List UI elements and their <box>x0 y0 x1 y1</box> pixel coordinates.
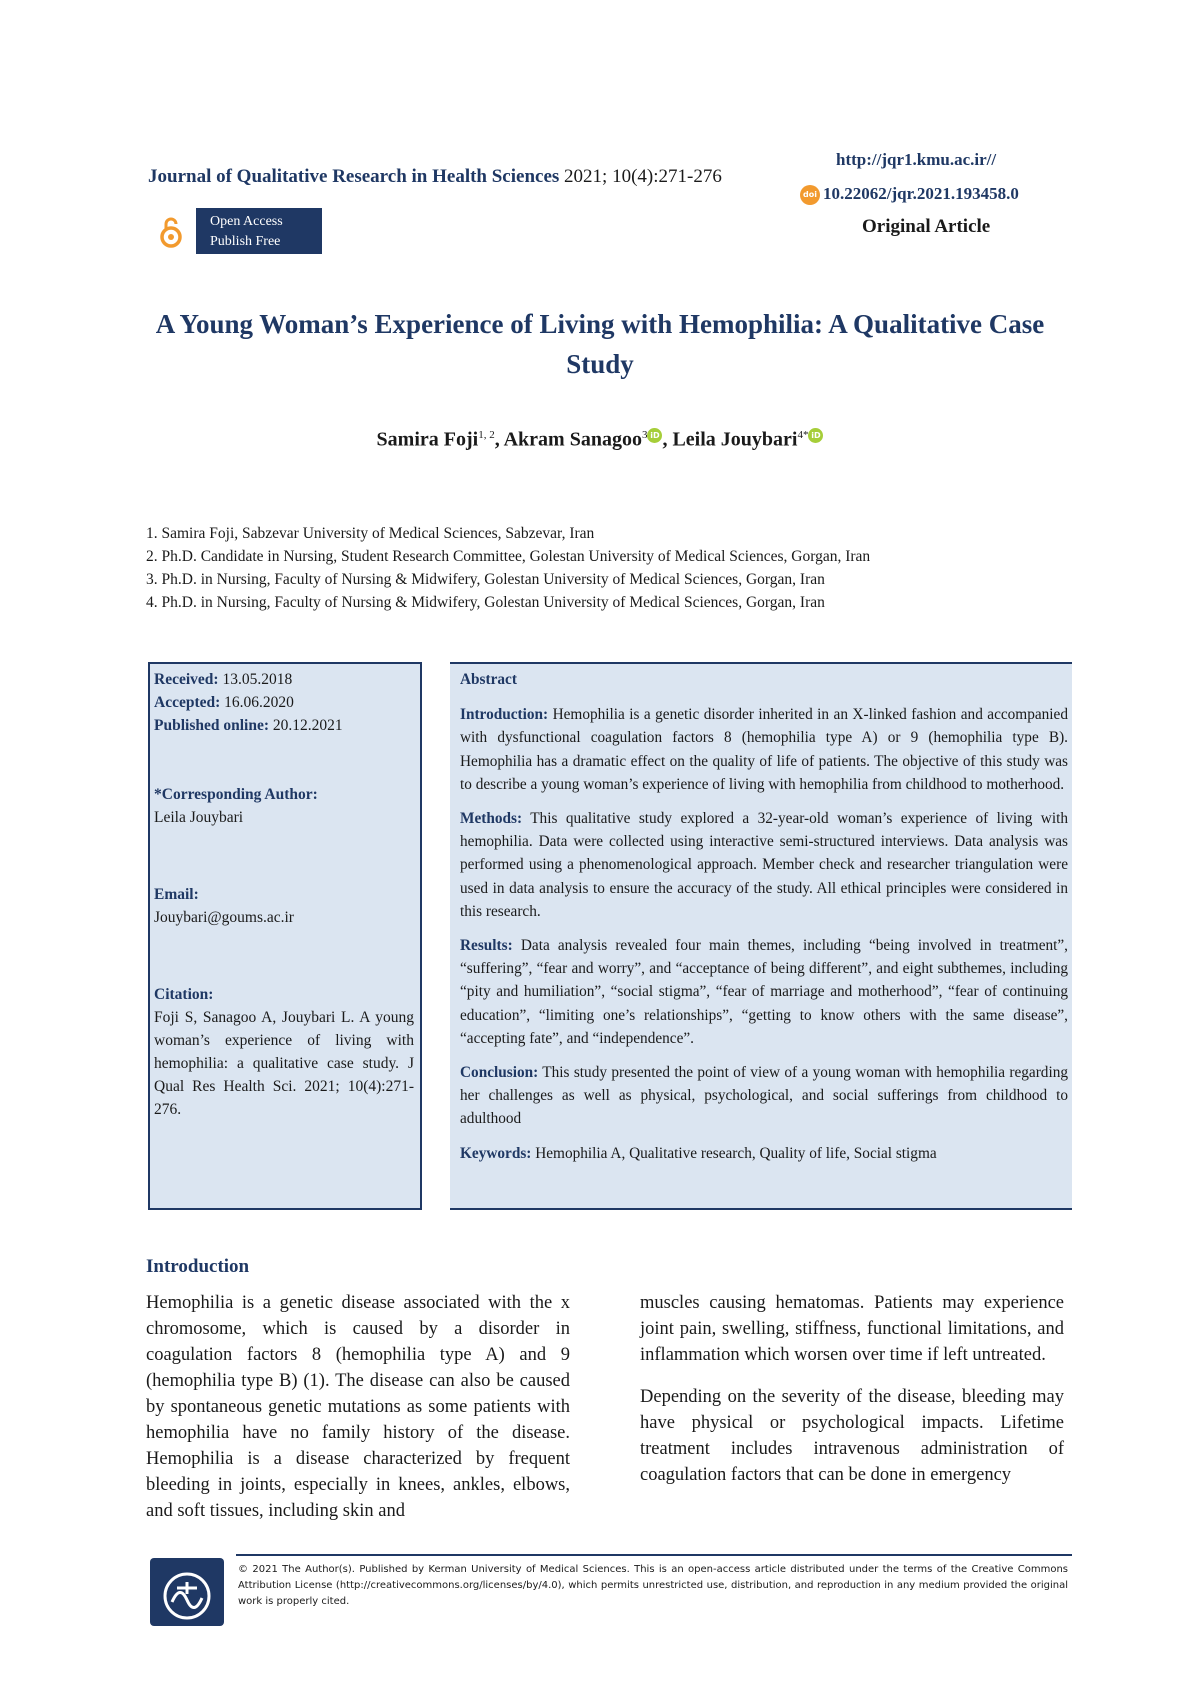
doi-icon: doi <box>800 185 820 205</box>
abstract-box <box>450 662 1072 1210</box>
published-date: Published online: 20.12.2021 <box>154 717 343 734</box>
body-column-left <box>146 1290 570 1540</box>
body-column-right <box>640 1290 1064 1504</box>
body-paragraph: muscles causing hematomas. Patients may experience joint pain, swelling, stiffness, functional limitations, and inflammation which worsen over time if left untreated. <box>640 1293 1064 1365</box>
body-paragraph: Depending on the severity of the disease, bleeding may have physical or psychological impacts. Lifetime treatment includes intravenous administration of coagulation factors that can be done in emergency <box>640 1387 1064 1485</box>
journal-name: Journal of Qualitative Research in Health Sciences <box>148 166 560 187</box>
received-date: Received: 13.05.2018 <box>154 671 293 688</box>
abstract-heading: Abstract <box>460 671 517 688</box>
author-name: Akram Sanagoo <box>503 428 642 451</box>
corresponding-author-label: *Corresponding Author: <box>154 786 318 803</box>
email-label: Email: <box>154 886 199 903</box>
footer-divider <box>236 1554 1072 1556</box>
citation-label: Citation: <box>154 986 214 1003</box>
journal-volume-pages: 2021; 10(4):271-276 <box>559 166 722 187</box>
orcid-icon[interactable]: iD <box>808 428 823 443</box>
accepted-date: Accepted: 16.06.2020 <box>154 694 294 711</box>
journal-logo-icon <box>150 1558 224 1626</box>
affiliation-item: 2. Ph.D. Candidate in Nursing, Student Research Committee, Golestan University of Medical Sciences, Gorgan, Iran <box>146 548 871 565</box>
open-access-label: Open Access <box>210 214 283 229</box>
abstract-keywords: Keywords: Hemophilia A, Qualitative research, Quality of life, Social stigma <box>460 1144 937 1162</box>
author-affiliation-mark: 1, 2 <box>478 429 495 441</box>
corresponding-email[interactable]: Jouybari@goums.ac.ir <box>154 909 294 926</box>
journal-citation-line <box>148 166 722 188</box>
abstract-results: Results: Data analysis revealed four main themes, including “being involved in treatment”, “suffering”, “fear and worry”, and “acceptance of being different”, and eight subthemes, including “pity and humiliation”, “social stigma”, “fear of marriage and motherhood”, “fear of continuing education”, “limiting one’s relationships”, “getting to know others with the same disease”, “accepting fate”, and “independence”. <box>460 937 1068 1047</box>
open-access-badge <box>196 208 322 254</box>
body-paragraph: Hemophilia is a genetic disease associated with the x chromosome, which is caused by a disorder in coagulation factors 8 (hemophilia type A) and 9 (hemophilia type B) (1). The disease can also be caused by spontaneous genetic mutations as some patients with hemophilia have no family history of the disease. Hemophilia is a disease characterized by frequent bleeding in joints, especially in knees, ankles, elbows, and soft tissues, including skin and <box>146 1293 570 1521</box>
abstract-methods: Methods: This qualitative study explored a 32-year-old woman’s experience of living with hemophilia. Data were collected using interactive semi-structured interviews. Data analysis was performed using a phenomenological approach. Member check and researcher triangulation were used in data analysis to ensure the accuracy of the study. All ethical principles were considered in this research. <box>460 810 1068 920</box>
affiliation-list <box>146 522 1086 614</box>
doi-text: 10.22062/jqr.2021.193458.0 <box>823 184 1019 203</box>
article-type: Original Article <box>862 216 991 237</box>
author-name: Samira Foji <box>376 428 479 451</box>
article-title: A Young Woman’s Experience of Living with Hemophilia: A Qualitative Case Study <box>155 309 1045 379</box>
citation-text: Foji S, Sanagoo A, Jouybari L. A young woman’s experience of living with hemophilia: a qualitative case study. J Qual Res Health Sci. 2021; 10(4):271-276. <box>154 1009 414 1118</box>
abstract-conclusion: Conclusion: This study presented the point of view of a young woman with hemophilia regarding her challenges as well as physical, psychological, and social sufferings from childhood to adulthood <box>460 1064 1068 1128</box>
author-list: Samira Foji$^{1, 2}$, Akram Sanagoo$^3$ iD , Leila Jouybari$^{4*}$ iD <box>120 428 1080 452</box>
journal-website-link[interactable]: http://jqr1.kmu.ac.ir// <box>836 150 997 169</box>
open-access-lock-icon <box>160 216 182 248</box>
abstract-introduction: Introduction: Hemophilia is a genetic disorder inherited in an X-linked fashion and accompanied with dysfunctional coagulation factors 8 (hemophilia type A) or 9 (hemophilia type B). Hemophilia has a dramatic effect on the quality of life of patients. The objective of this study was to describe a young woman’s experience of living with hemophilia from childhood to motherhood. <box>460 706 1068 793</box>
introduction-heading: Introduction <box>146 1256 250 1277</box>
article-info-box <box>148 662 422 1210</box>
author-affiliation-mark: 3 <box>641 429 648 441</box>
affiliation-item: 4. Ph.D. in Nursing, Faculty of Nursing & Midwifery, Golestan University of Medical Sciences, Gorgan, Iran <box>146 594 825 611</box>
publish-free-label: Publish Free <box>210 234 281 249</box>
author-name: Leila Jouybari <box>672 428 798 451</box>
corresponding-author-name: Leila Jouybari <box>154 809 244 826</box>
author-affiliation-mark: 4* <box>797 429 809 441</box>
orcid-icon[interactable]: iD <box>647 428 662 443</box>
affiliation-item: 3. Ph.D. in Nursing, Faculty of Nursing & Midwifery, Golestan University of Medical Sciences, Gorgan, Iran <box>146 571 825 588</box>
affiliation-item: 1. Samira Foji, Sabzevar University of Medical Sciences, Sabzevar, Iran <box>146 525 595 542</box>
doi-link[interactable] <box>800 184 1060 205</box>
license-notice: © 2021 The Author(s). Published by Kerman University of Medical Sciences. This is an open-access article distributed under the terms of the Creative Commons Attribution License (http://creativecommons.org/licenses/by/4.0), which permits unrestricted use, distribution, and reproduction in any medium provided the original work is properly cited. <box>238 1564 1068 1607</box>
